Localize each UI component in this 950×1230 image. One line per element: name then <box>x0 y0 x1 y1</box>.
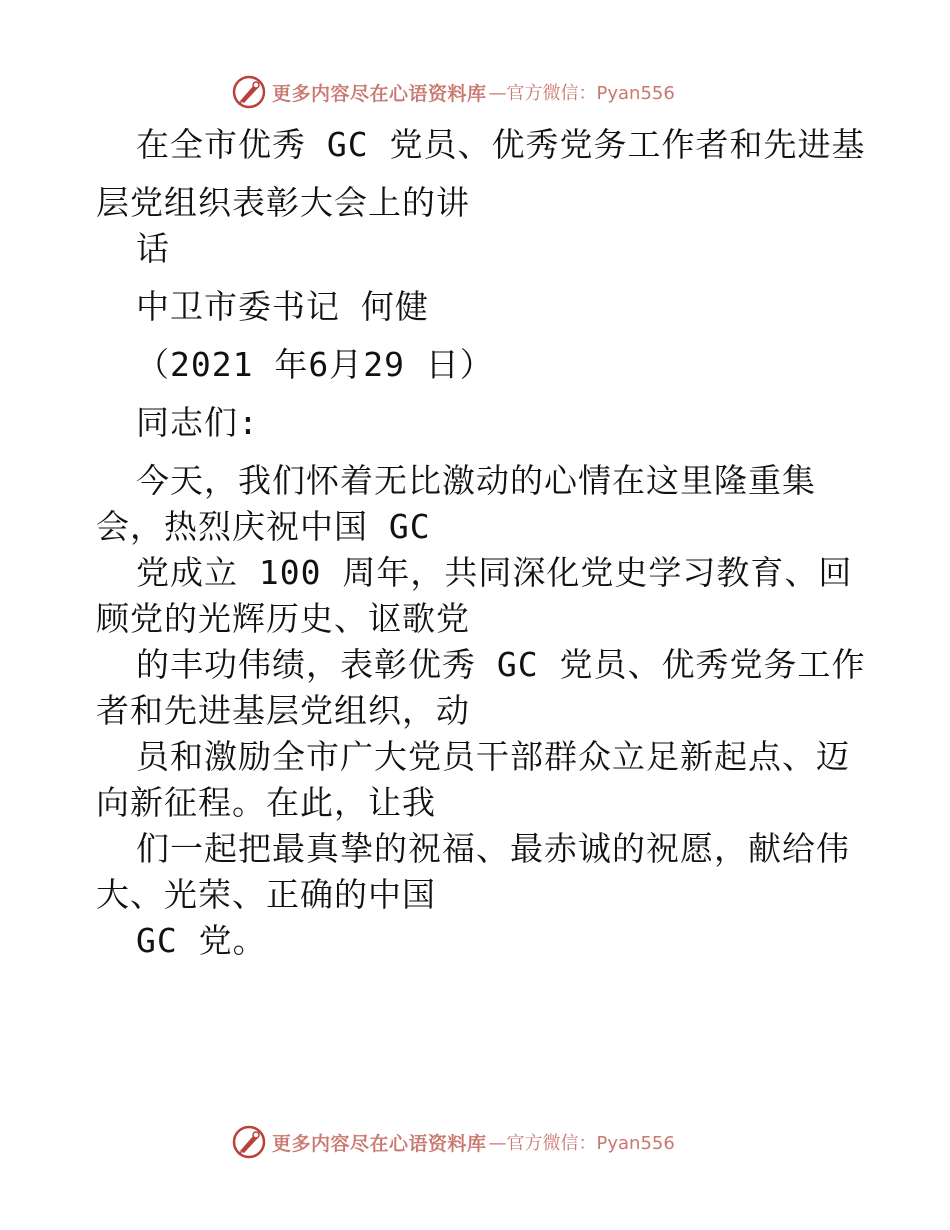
pen-logo-icon <box>232 1125 266 1159</box>
text-line: 会，热烈庆祝中国 GC <box>96 507 431 546</box>
text-line: 者和先进基层党组织，动 <box>96 691 470 730</box>
line-gap <box>96 388 856 400</box>
header-banner <box>232 72 752 112</box>
line-gap <box>96 168 856 180</box>
text-line: 们一起把最真挚的祝福、最赤诚的祝愿，献给伟 <box>136 829 850 868</box>
document-body <box>96 122 866 964</box>
text-line: 党成立 100 周年，共同深化党史学习教育、回 <box>136 553 853 592</box>
text-line: 中卫市委书记 何健 <box>136 287 429 326</box>
line-gap <box>96 446 856 458</box>
text-line: GC 党。 <box>136 921 267 960</box>
text-line: 员和激励全市广大党员干部群众立足新起点、迈 <box>136 737 850 776</box>
line-gap <box>96 272 856 284</box>
text-line: 话 <box>136 229 170 268</box>
text-line: 的丰功伟绩，表彰优秀 GC 党员、优秀党务工作 <box>136 645 866 684</box>
banner-wechat-text: —官方微信：Pyan556 <box>488 1133 675 1154</box>
banner-main-text: 更多内容尽在心语资料库 <box>272 82 487 105</box>
banner-main-text: 更多内容尽在心语资料库 <box>272 1132 487 1155</box>
banner-wechat-text: —官方微信：Pyan556 <box>488 83 675 104</box>
text-line: 同志们: <box>136 403 259 442</box>
text-line: （2021 年6月29 日） <box>136 345 494 384</box>
pen-logo-icon <box>232 75 266 109</box>
text-line: 层党组织表彰大会上的讲 <box>96 183 470 222</box>
text-line: 今天，我们怀着无比激动的心情在这里隆重集 <box>136 461 816 500</box>
footer-banner <box>232 1122 752 1162</box>
text-line: 大、光荣、正确的中国 <box>96 875 436 914</box>
text-line: 在全市优秀 GC 党员、优秀党务工作者和先进基 <box>136 125 866 164</box>
text-line: 向新征程。在此，让我 <box>96 783 436 822</box>
line-gap <box>96 330 856 342</box>
text-line: 顾党的光辉历史、讴歌党 <box>96 599 470 638</box>
